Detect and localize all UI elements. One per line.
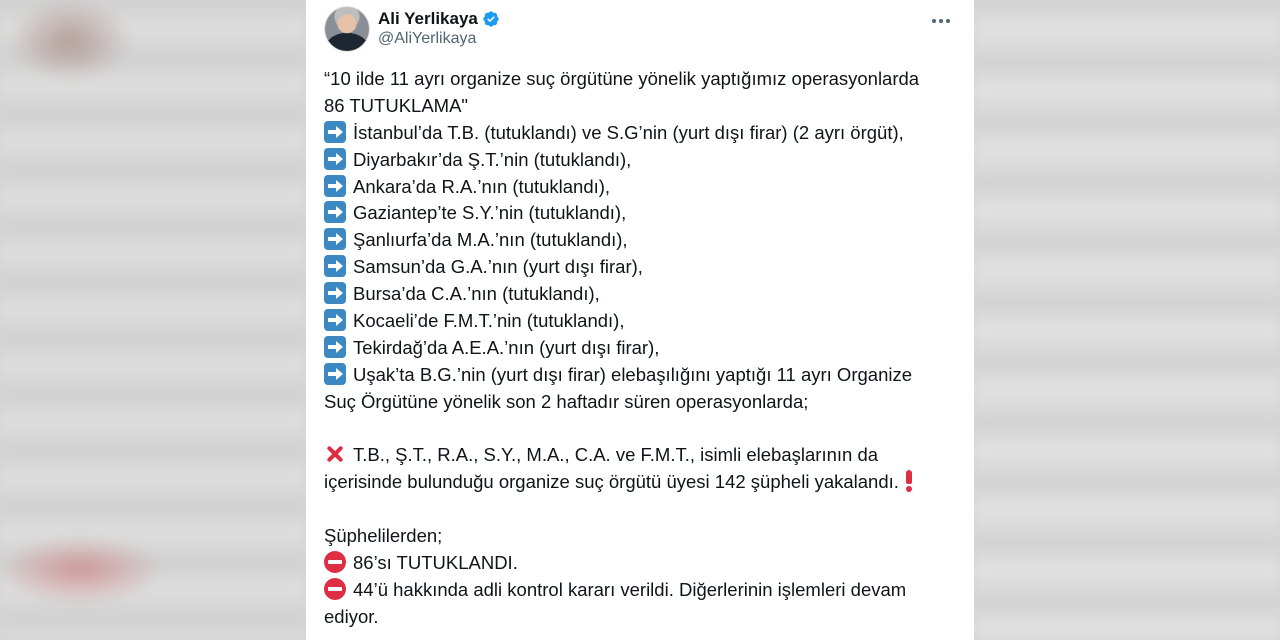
result-line-2: 44’ü hakkında adli kontrol kararı verildi. Diğerlerinin işlemleri devam: [324, 577, 956, 604]
list-item: Kocaeli’de F.M.T.’nin (tutuklandı),: [324, 308, 956, 335]
blank-line: [324, 496, 956, 523]
author-handle[interactable]: @AliYerlikaya: [378, 30, 477, 47]
list-item: Gaziantep’te S.Y.’nin (tutuklandı),: [324, 200, 956, 227]
cross-line-1: T.B., Ş.T., R.A., S.Y., M.A., C.A. ve F.M.T., isimli elebaşlarının da: [324, 442, 956, 469]
list-item: Bursa’da C.A.’nın (tutuklandı),: [324, 281, 956, 308]
author-name-row: [378, 8, 500, 30]
right-arrow-icon: [324, 255, 346, 277]
list-item: Ankara’da R.A.’nın (tutuklandı),: [324, 174, 956, 201]
list-item-continuation: Suç Örgütüne yönelik son 2 haftadır süren operasyonlarda;: [324, 390, 809, 412]
right-arrow-icon: [324, 201, 346, 223]
result-line-2-continuation: ediyor.: [324, 605, 379, 627]
cross-mark-icon: [324, 443, 346, 465]
blurred-background-left: [0, 0, 306, 640]
result-line-1: 86’sı TUTUKLANDI.: [324, 550, 956, 577]
no-entry-icon: [324, 578, 346, 600]
headline-line-1: “10 ilde 11 ayrı organize suç örgütüne yönelik yaptığımız operasyonlarda: [324, 68, 920, 89]
headline-line-2: 86 TUTUKLAMA": [324, 94, 468, 116]
suspects-intro: Şüphelilerden;: [324, 525, 443, 547]
no-entry-icon: [324, 551, 346, 573]
right-arrow-icon: [324, 228, 346, 250]
right-arrow-icon: [324, 363, 346, 385]
list-item: Uşak’ta B.G.’nin (yurt dışı firar) elebaşılığını yaptığı 11 ayrı Organize: [324, 362, 956, 389]
list-item: Tekirdağ’da A.E.A.’nın (yurt dışı firar),: [324, 335, 956, 362]
list-item: Diyarbakır’da Ş.T.’nin (tutuklandı),: [324, 147, 956, 174]
list-item: İstanbul’da T.B. (tutuklandı) ve S.G’nin (yurt dışı firar) (2 ayrı örgüt),: [324, 120, 956, 147]
right-arrow-icon: [324, 148, 346, 170]
verified-badge-icon: [482, 10, 500, 28]
right-arrow-icon: [324, 309, 346, 331]
list-item: Şanlıurfa’da M.A.’nın (tutuklandı),: [324, 227, 956, 254]
more-icon[interactable]: [930, 10, 952, 32]
right-arrow-icon: [324, 121, 346, 143]
avatar[interactable]: [324, 6, 370, 52]
right-arrow-icon: [324, 336, 346, 358]
tweet-header: [324, 6, 956, 54]
right-arrow-icon: [324, 282, 346, 304]
tweet-text: [324, 66, 956, 631]
blank-line: [324, 416, 956, 443]
list-item: Samsun’da G.A.’nın (yurt dışı firar),: [324, 254, 956, 281]
author-name[interactable]: Ali Yerlikaya: [378, 9, 478, 28]
cross-line-2: içerisinde bulunduğu organize suç örgütü üyesi 142 şüpheli yakalandı.: [324, 469, 956, 496]
tweet-card: [306, 0, 974, 640]
blurred-background-right: [974, 0, 1280, 640]
exclamation-icon: [905, 470, 913, 492]
right-arrow-icon: [324, 175, 346, 197]
